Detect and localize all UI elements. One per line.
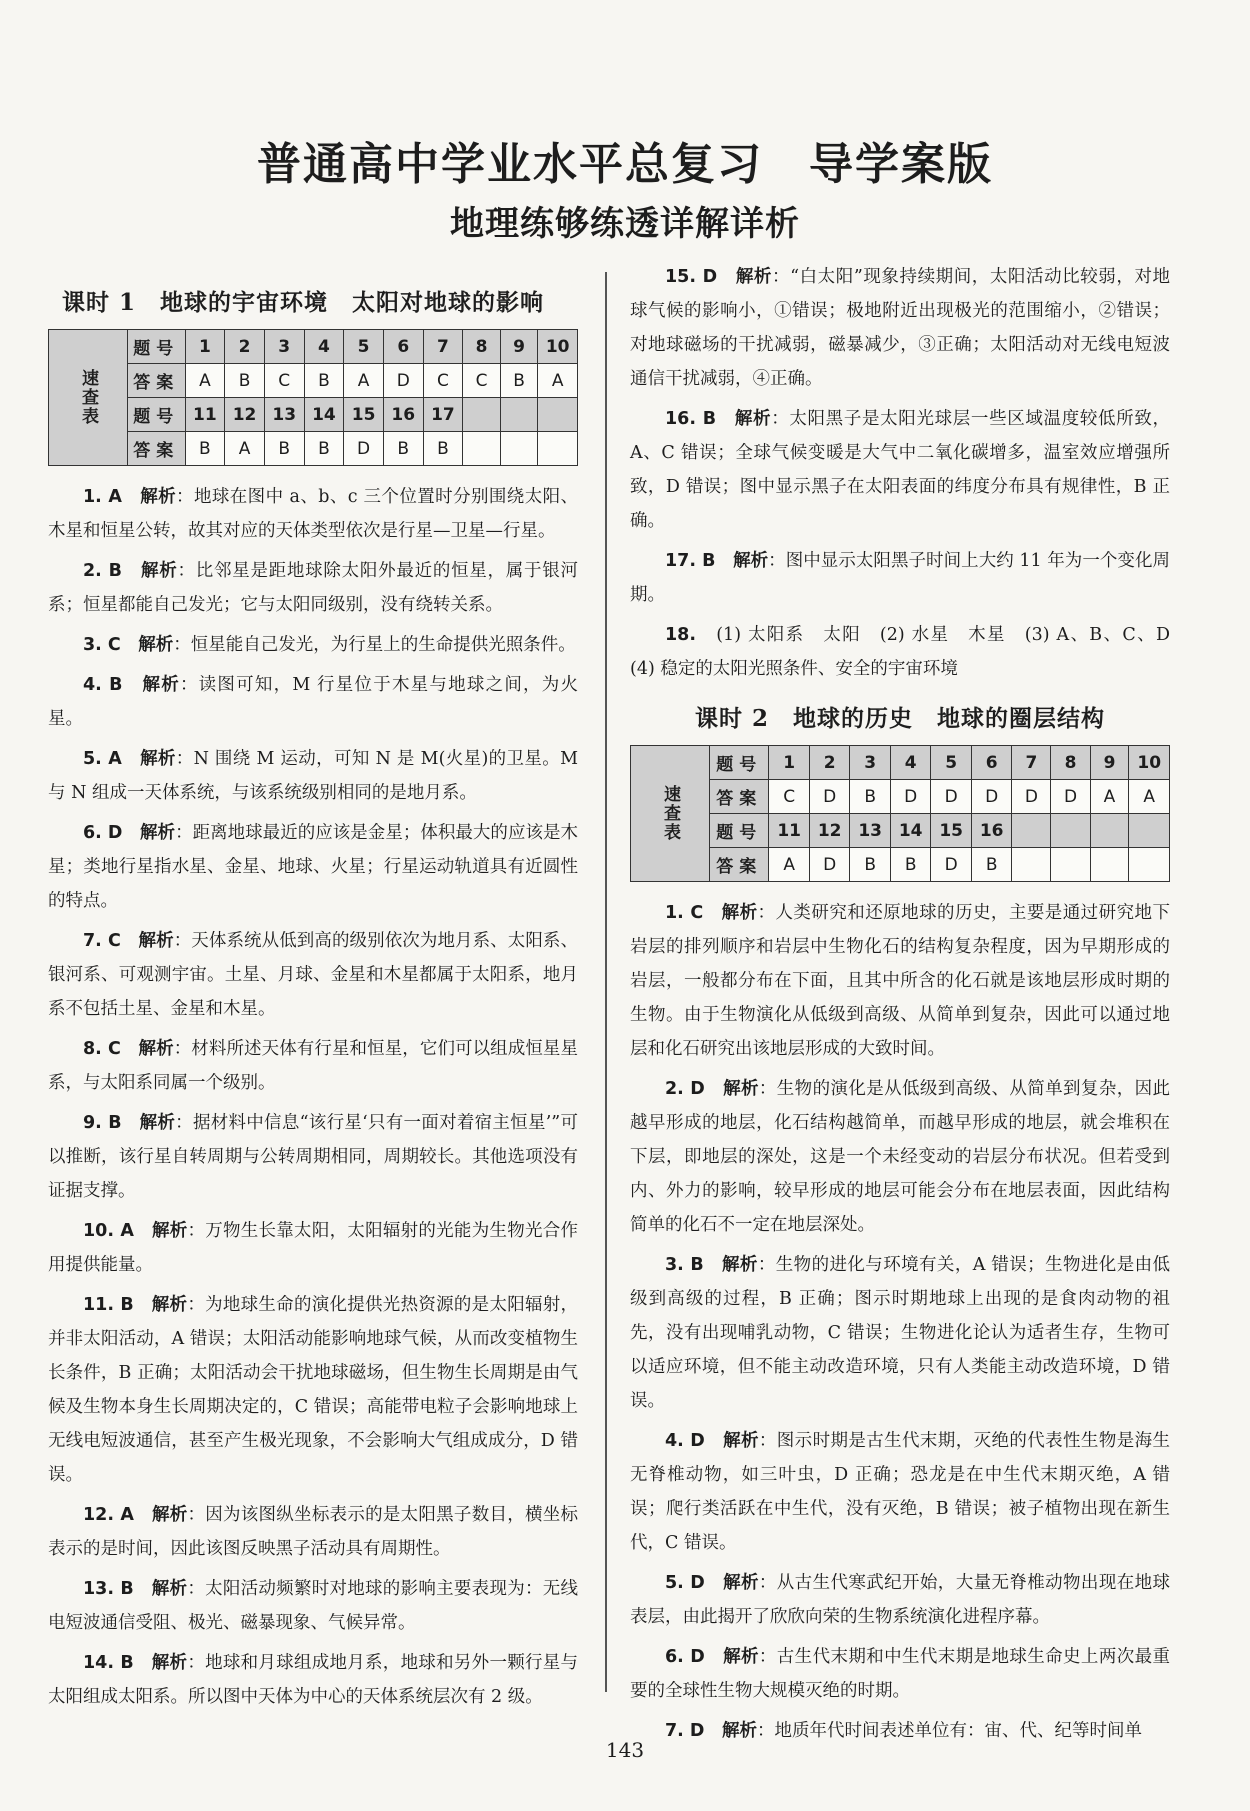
lesson1-answers — [48, 480, 578, 1714]
answer-item: 17. B 解析：图中显示太阳黑子时间上大约 11 年为一个变化周期。 — [630, 551, 1171, 605]
answer-item: 13. B 解析：太阳活动频繁时对地球的影响主要表现为：无线电短波通信受阻、极光、磁暴现象、气候异常。 — [48, 1579, 579, 1633]
answer-text: (1) 太阳系 太阳 (2) 水星 木星 (3) A、B、C、D (4) 稳定的太阳光照条件、安全的宇宙环境 — [630, 625, 1188, 679]
answer-number: 18. — [665, 625, 697, 645]
answer-text: 为地球生命的演化提供光热资源的是太阳辐射，并非太阳活动，A 错误；太阳活动能影响地球气候，从而改变植物生长条件，B 正确；太阳活动会干扰地球磁场，但生物生长周期是由气候及生物本身生长周期决定的，C 错误；高能带电粒子会影响地球上无线电短波通信，甚至产生极光现象，不会影响大气组成成分，D 错误。 — [48, 1295, 579, 1485]
a-cell: A — [225, 432, 265, 466]
a-cell: A — [538, 364, 578, 398]
q-cell: 16 — [383, 398, 423, 432]
lesson1-quick-table — [48, 329, 578, 466]
table-row — [49, 432, 578, 466]
a-cell: C — [463, 364, 501, 398]
q-cell: 6 — [383, 330, 423, 364]
answer-item: 12. A 解析：因为该图纵坐标表示的是太阳黑子数目，横坐标表示的是时间，因此该图反映黑子活动具有周期性。 — [48, 1505, 579, 1559]
q-cell: 7 — [423, 330, 463, 364]
q-cell: 5 — [344, 330, 384, 364]
answer-text: 古生代末期和中生代末期是地球生命史上两次最重要的全球性生物大规模灭绝的时期。 — [630, 1647, 1170, 1701]
answer-item: 6. D 解析：古生代末期和中生代末期是地球生命史上两次最重要的全球性生物大规模灭绝的时期。 — [630, 1647, 1170, 1701]
answer-item: 5. D 解析：从古生代寒武纪开始，大量无脊椎动物出现在地球表层，由此揭开了欣欣向荣的生物系统演化进程序幕。 — [630, 1573, 1170, 1627]
a-cell: B — [264, 432, 304, 466]
a-cell: D — [971, 780, 1012, 814]
a-cell: B — [304, 364, 344, 398]
q-cell: 8 — [1051, 746, 1090, 780]
answer-number: 11. B — [83, 1295, 134, 1315]
table-row — [631, 814, 1170, 848]
answer-number: 5. A — [83, 749, 122, 769]
answer-item: 2. D 解析：生物的演化是从低级到高级、从简单到复杂，因此越早形成的地层，化石结构越简单，而越早形成的地层，就会堆积在下层，即地层的深处，这是一个未经变动的岩层分布状况。但若受到内、外力的影响，较早形成的地层可能会分布在地层表面，因此结构简单的化石不一定在地层深处。 — [630, 1079, 1170, 1235]
analysis-label: 解析 — [151, 1221, 188, 1241]
answer-number: 17. B — [665, 551, 716, 571]
analysis-label: 解析 — [722, 1255, 758, 1275]
a-cell — [1012, 848, 1051, 882]
table-label: 速查表 — [49, 330, 128, 466]
right-column — [630, 260, 1188, 1754]
answer-text: 图示时期是古生代末期，灭绝的代表性生物是海生无脊椎动物，如三叶虫，D 正确；恐龙是在中生代末期灭绝，A 错误；爬行类活跃在中生代，没有灭绝，B 错误；被子植物出现在新生代，C 错误。 — [630, 1431, 1170, 1553]
table-row — [631, 780, 1170, 814]
analysis-label: 解析 — [139, 1113, 176, 1133]
table-row — [49, 330, 578, 364]
answer-number: 6. D — [83, 823, 123, 843]
q-cell — [1129, 814, 1170, 848]
a-cell: D — [809, 780, 850, 814]
q-cell: 3 — [264, 330, 304, 364]
answer-number: 8. C — [83, 1039, 121, 1059]
answer-text: 人类研究和还原地球的历史，主要是通过研究地下岩层的排列顺序和岩层中生物化石的结构复杂程度，因为早期形成的岩层，一般都分布在下面，且其中所含的化石就是该地层形成时期的生物。由于生物演化从低级到高级、从简单到复杂，因此可以通过地层和化石研究出该地层形成的大致时间。 — [630, 903, 1170, 1059]
q-cell — [1051, 814, 1090, 848]
answer-number: 1. C — [665, 903, 704, 923]
analysis-label: 解析 — [140, 749, 176, 769]
answer-number: 15. D — [665, 267, 718, 287]
page-subtitle: 地理练够练透详解详析 — [450, 204, 800, 244]
column-divider — [605, 272, 607, 1692]
answer-item: 6. D 解析：距离地球最近的应该是金星；体积最大的应该是木星；类地行星指水星、金星、地球、火星；行星运动轨道具有近圆性的特点。 — [48, 823, 579, 911]
page-title: 普通高中学业水平总复习 导学案版 — [257, 139, 993, 190]
analysis-label: 解析 — [151, 1653, 188, 1673]
answer-item: 9. B 解析：据材料中信息“该行星‘只有一面对着宿主恒星’”可以推断，该行星自转周期与公转周期相同，周期较长。其他选项没有证据支撑。 — [48, 1113, 579, 1201]
answer-text: 太阳活动频繁时对地球的影响主要表现为：无线电短波通信受阻、极光、磁暴现象、气候异常。 — [48, 1579, 579, 1633]
answer-text: “白太阳”现象持续期间，太阳活动比较弱，对地球气候的影响小，①错误；极地附近出现极光的范围缩小，②错误；对地球磁场的干扰减弱，磁暴减少，③正确；太阳活动对无线电短波通信干扰减弱，④正确。 — [630, 267, 1171, 389]
answer-item: 1. C 解析：人类研究和还原地球的历史，主要是通过研究地下岩层的排列顺序和岩层中生物化石的结构复杂程度，因为早期形成的岩层，一般都分布在下面，且其中所含的化石就是该地层形成时期的生物。由于生物演化从低级到高级、从简单到复杂，因此可以通过地层和化石研究出该地层形成的大致时间。 — [630, 903, 1170, 1059]
analysis-label: 解析 — [138, 1039, 174, 1059]
lesson1-heading: 课时 1 地球的宇宙环境 太阳对地球的影响 — [62, 289, 545, 316]
table-row — [49, 398, 578, 432]
a-cell: B — [890, 848, 931, 882]
q-cell: 16 — [971, 814, 1012, 848]
q-cell — [463, 398, 501, 432]
answer-item: 7. C 解析：天体系统从低到高的级别依次为地月系、太阳系、银河系、可观测宇宙。土星、月球、金星和木星都属于太阳系，地月系不包括土星、金星和木星。 — [48, 931, 579, 1019]
row-header-a: 答案 — [128, 364, 186, 398]
answer-item: 7. D 解析：地质年代时间表述单位有：宙、代、纪等时间单 — [665, 1721, 1142, 1741]
q-cell: 3 — [850, 746, 891, 780]
q-cell — [1090, 814, 1129, 848]
a-cell: D — [890, 780, 931, 814]
analysis-label: 解析 — [721, 1721, 757, 1741]
answer-item: 3. C 解析：恒星能自己发光，为行星上的生命提供光照条件。 — [83, 635, 576, 655]
a-cell: D — [809, 848, 850, 882]
answer-text: 读图可知，M 行星位于木星与地球之间，为火星。 — [48, 675, 579, 729]
a-cell: C — [423, 364, 463, 398]
analysis-label: 解析 — [151, 1505, 188, 1525]
a-cell — [500, 432, 538, 466]
a-cell: D — [344, 432, 384, 466]
answer-number: 4. B — [83, 675, 123, 695]
q-cell: 2 — [225, 330, 265, 364]
q-cell: 13 — [264, 398, 304, 432]
answer-number: 12. A — [83, 1505, 134, 1525]
a-cell: C — [769, 780, 810, 814]
q-cell: 5 — [931, 746, 972, 780]
a-cell: A — [185, 364, 225, 398]
a-cell — [1051, 848, 1090, 882]
lesson2-quick-table — [630, 745, 1170, 882]
row-header-q: 题号 — [128, 398, 186, 432]
table-label: 速查表 — [631, 746, 710, 882]
answer-text: 从古生代寒武纪开始，大量无脊椎动物出现在地球表层，由此揭开了欣欣向荣的生物系统演化进程序幕。 — [630, 1573, 1170, 1627]
answer-number: 16. B — [665, 409, 717, 429]
a-cell — [1129, 848, 1170, 882]
a-cell: B — [500, 364, 538, 398]
answer-number: 7. D — [665, 1721, 705, 1741]
a-cell: C — [264, 364, 304, 398]
answer-text: 生物的演化是从低级到高级、从简单到复杂，因此越早形成的地层，化石结构越简单，而越早形成的地层，就会堆积在下层，即地层的深处，这是一个未经变动的岩层分布状况。但若受到内、外力的影响，较早形成的地层可能会分布在地层表面，因此结构简单的化石不一定在地层深处。 — [630, 1079, 1170, 1235]
row-header-q: 题号 — [710, 746, 769, 780]
row-header-q: 题号 — [710, 814, 769, 848]
row-header-q: 题号 — [128, 330, 186, 364]
q-cell: 6 — [971, 746, 1012, 780]
q-cell: 11 — [769, 814, 810, 848]
row-header-a: 答案 — [710, 848, 769, 882]
answer-text: 地球和月球组成地月系，地球和另外一颗行星与太阳组成太阳系。所以图中天体为中心的天体系统层次有 2 级。 — [48, 1653, 579, 1707]
a-cell: D — [383, 364, 423, 398]
answer-item: 15. D 解析：“白太阳”现象持续期间，太阳活动比较弱，对地球气候的影响小，①错误；极地附近出现极光的范围缩小，②错误；对地球磁场的干扰减弱，磁暴减少，③正确；太阳活动对无线电短波通信干扰减弱，④正确。 — [630, 267, 1171, 389]
answer-text: N 围绕 M 运动，可知 N 是 M(火星)的卫星。M 与 N 组成一天体系统，与该系统级别相同的是地月系。 — [48, 749, 579, 803]
q-cell: 17 — [423, 398, 463, 432]
analysis-label: 解析 — [734, 409, 772, 429]
a-cell: A — [344, 364, 384, 398]
answer-item: 4. D 解析：图示时期是古生代末期，灭绝的代表性生物是海生无脊椎动物，如三叶虫，D 正确；恐龙是在中生代末期灭绝，A 错误；爬行类活跃在中生代，没有灭绝，B 错误；被子植物出现在新生代，C 错误。 — [630, 1431, 1170, 1553]
q-cell: 4 — [304, 330, 344, 364]
answer-number: 2. D — [665, 1079, 705, 1099]
analysis-label: 解析 — [723, 1431, 759, 1451]
q-cell: 12 — [809, 814, 850, 848]
answer-number: 14. B — [83, 1653, 134, 1673]
q-cell: 15 — [344, 398, 384, 432]
a-cell: B — [850, 780, 891, 814]
q-cell — [1012, 814, 1051, 848]
answer-item: 3. B 解析：生物的进化与环境有关，A 错误；生物进化是由低级到高级的过程，B 正确；图示时期地球上出现的是食肉动物的祖先，没有出现哺乳动物，C 错误；生物进化论认为适者生存，生物可以适应环境，但不能主动改造环境，只有人类能主动改造环境，D 错误。 — [630, 1255, 1171, 1411]
answer-number: 9. B — [83, 1113, 122, 1133]
answer-text: 地球在图中 a、b、c 三个位置时分别围绕太阳、木星和恒星公转，故其对应的天体类型依次是行星—卫星—行星。 — [48, 487, 579, 541]
answer-number: 2. B — [83, 561, 122, 581]
answer-text: 生物的进化与环境有关，A 错误；生物进化是由低级到高级的过程，B 正确；图示时期地球上出现的是食肉动物的祖先，没有出现哺乳动物，C 错误；生物进化论认为适者生存，生物可以适应环境，但不能主动改造环境，只有人类能主动改造环境，D 错误。 — [630, 1255, 1171, 1411]
q-cell: 8 — [463, 330, 501, 364]
q-cell: 12 — [225, 398, 265, 432]
left-column — [48, 270, 578, 1720]
page-number: 143 — [605, 1738, 645, 1762]
answer-text: 距离地球最近的应该是金星；体积最大的应该是木星；类地行星指水星、金星、地球、火星；行星运动轨道具有近圆性的特点。 — [48, 823, 579, 911]
a-cell: A — [1090, 780, 1129, 814]
a-cell: B — [304, 432, 344, 466]
answer-item — [630, 618, 1188, 686]
analysis-label: 解析 — [151, 1579, 188, 1599]
table-row — [631, 848, 1170, 882]
analysis-label: 解析 — [151, 1295, 188, 1315]
answer-item: 1. A 解析：地球在图中 a、b、c 三个位置时分别围绕太阳、木星和恒星公转，故其对应的天体类型依次是行星—卫星—行星。 — [48, 487, 579, 541]
a-cell: D — [1051, 780, 1090, 814]
answer-text: 太阳黑子是太阳光球层一些区域温度较低所致，A、C 错误；全球气候变暖是大气中二氧化碳增多，温室效应增强所致，D 错误；图中显示黑子在太阳表面的纬度分布具有规律性，B 正确。 — [630, 409, 1170, 531]
q-cell: 1 — [769, 746, 810, 780]
answer-text: 因为该图纵坐标表示的是太阳黑子数目，横坐标表示的是时间，因此该图反映黑子活动具有周期性。 — [48, 1505, 579, 1559]
a-cell: B — [185, 432, 225, 466]
a-cell — [1090, 848, 1129, 882]
answer-number: 13. B — [83, 1579, 134, 1599]
q-cell: 1 — [185, 330, 225, 364]
answer-number: 4. D — [665, 1431, 705, 1451]
analysis-label: 解析 — [733, 551, 769, 571]
q-cell: 10 — [1129, 746, 1170, 780]
lesson1-answers-continued — [630, 260, 1188, 686]
answer-item: 4. B 解析：读图可知，M 行星位于木星与地球之间，为火星。 — [48, 675, 579, 729]
a-cell — [463, 432, 501, 466]
a-cell: B — [225, 364, 265, 398]
answer-number: 10. A — [83, 1221, 134, 1241]
analysis-label: 解析 — [723, 1573, 759, 1593]
answer-item: 2. B 解析：比邻星是距地球除太阳外最近的恒星，属于银河系；恒星都能自己发光；它与太阳同级别，没有绕转关系。 — [48, 561, 579, 615]
q-cell: 13 — [850, 814, 891, 848]
answer-item: 14. B 解析：地球和月球组成地月系，地球和另外一颗行星与太阳组成太阳系。所以图中天体为中心的天体系统层次有 2 级。 — [48, 1653, 579, 1707]
answer-number: 7. C — [83, 931, 121, 951]
a-cell: D — [1012, 780, 1051, 814]
analysis-label: 解析 — [140, 823, 176, 843]
a-cell — [538, 432, 578, 466]
q-cell: 11 — [185, 398, 225, 432]
analysis-label: 解析 — [723, 1079, 759, 1099]
answer-item: 16. B 解析：太阳黑子是太阳光球层一些区域温度较低所致，A、C 错误；全球气候变暖是大气中二氧化碳增多，温室效应增强所致，D 错误；图中显示黑子在太阳表面的纬度分布具有规律性，B 正确。 — [630, 409, 1170, 531]
answer-text: 图中显示太阳黑子时间上大约 11 年为一个变化周期。 — [630, 551, 1171, 605]
answer-item: 8. C 解析：材料所述天体有行星和恒星，它们可以组成恒星星系，与太阳系同属一个级别。 — [48, 1039, 579, 1093]
answer-text: 天体系统从低到高的级别依次为地月系、太阳系、银河系、可观测宇宙。土星、月球、金星和木星都属于太阳系，地月系不包括土星、金星和木星。 — [48, 931, 579, 1019]
q-cell: 7 — [1012, 746, 1051, 780]
answer-number: 1. A — [83, 487, 122, 507]
a-cell: B — [383, 432, 423, 466]
analysis-label: 解析 — [142, 675, 180, 695]
row-header-a: 答案 — [128, 432, 186, 466]
table-row — [631, 746, 1170, 780]
answer-number: 3. C — [83, 635, 121, 655]
q-cell: 14 — [890, 814, 931, 848]
a-cell: D — [931, 780, 972, 814]
q-cell: 2 — [809, 746, 850, 780]
analysis-label: 解析 — [735, 267, 773, 287]
a-cell: A — [1129, 780, 1170, 814]
lesson2-heading: 课时 2 地球的历史 地球的圈层结构 — [694, 705, 1105, 732]
a-cell: B — [971, 848, 1012, 882]
answer-item: 10. A 解析：万物生长靠太阳，太阳辐射的光能为生物光合作用提供能量。 — [48, 1221, 579, 1275]
a-cell: A — [769, 848, 810, 882]
q-cell: 14 — [304, 398, 344, 432]
row-header-a: 答案 — [710, 780, 769, 814]
answer-item: 11. B 解析：为地球生命的演化提供光热资源的是太阳辐射，并非太阳活动，A 错误；太阳活动能影响地球气候，从而改变植物生长条件，B 正确；太阳活动会干扰地球磁场，但生物生长周期是由气候及生物本身生长周期决定的，C 错误；高能带电粒子会影响地球上无线电短波通信，甚至产生极光现象，不会影响大气组成成分，D 错误。 — [48, 1295, 579, 1485]
answer-number: 5. D — [665, 1573, 705, 1593]
q-cell — [500, 398, 538, 432]
answer-number: 6. D — [665, 1647, 705, 1667]
answer-item: 5. A 解析：N 围绕 M 运动，可知 N 是 M(火星)的卫星。M 与 N 组成一天体系统，与该系统级别相同的是地月系。 — [48, 749, 579, 803]
analysis-label: 解析 — [723, 1647, 759, 1667]
answer-text: 材料所述天体有行星和恒星，它们可以组成恒星星系，与太阳系同属一个级别。 — [48, 1039, 579, 1093]
analysis-label: 解析 — [721, 903, 758, 923]
lesson2-answers — [630, 896, 1170, 1748]
q-cell: 9 — [500, 330, 538, 364]
q-cell: 15 — [931, 814, 972, 848]
a-cell: B — [850, 848, 891, 882]
analysis-label: 解析 — [140, 561, 178, 581]
q-cell: 4 — [890, 746, 931, 780]
a-cell: D — [931, 848, 972, 882]
q-cell — [538, 398, 578, 432]
answer-number: 3. B — [665, 1255, 704, 1275]
answer-text: 据材料中信息“该行星‘只有一面对着宿主恒星’”可以推断，该行星自转周期与公转周期相同，周期较长。其他选项没有证据支撑。 — [48, 1113, 579, 1201]
analysis-label: 解析 — [138, 931, 174, 951]
table-row — [49, 364, 578, 398]
analysis-label: 解析 — [138, 635, 174, 655]
q-cell: 10 — [538, 330, 578, 364]
answer-text: 恒星能自己发光，为行星上的生命提供光照条件。 — [190, 635, 576, 655]
answer-text: 地质年代时间表述单位有：宙、代、纪等时间单 — [774, 1721, 1142, 1741]
answer-text: 万物生长靠太阳，太阳辐射的光能为生物光合作用提供能量。 — [48, 1221, 579, 1275]
answer-text: 比邻星是距地球除太阳外最近的恒星，属于银河系；恒星都能自己发光；它与太阳同级别，没有绕转关系。 — [48, 561, 579, 615]
analysis-label: 解析 — [140, 487, 177, 507]
q-cell: 9 — [1090, 746, 1129, 780]
a-cell: B — [423, 432, 463, 466]
